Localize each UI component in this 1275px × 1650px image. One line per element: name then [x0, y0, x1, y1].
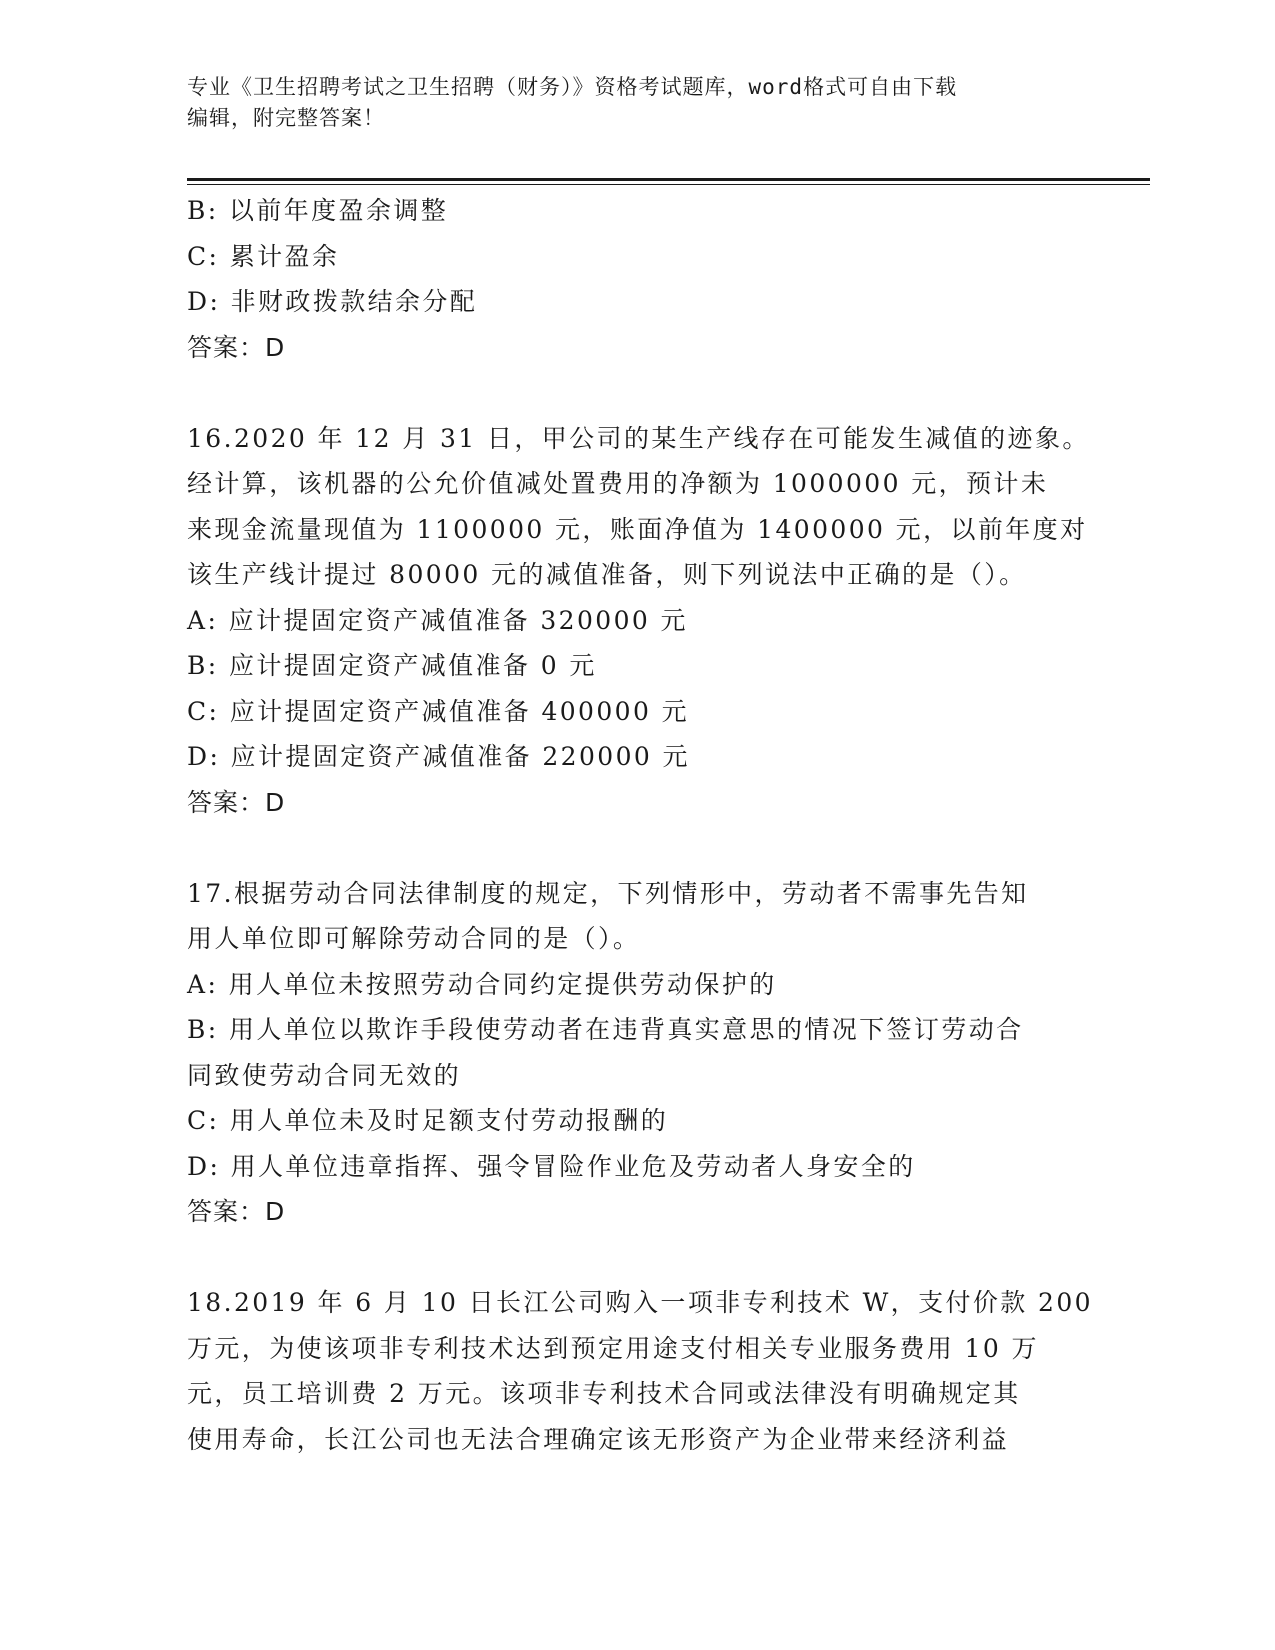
spacer — [187, 1235, 1087, 1281]
question-content — [187, 188, 1093, 1462]
option-c: C: 用人单位未及时足额支付劳动报酬的 — [187, 1106, 669, 1135]
header-line-1: 专业《卫生招聘考试之卫生招聘（财务）》资格考试题库，word格式可自由下载 — [187, 75, 958, 99]
spacer — [187, 370, 1087, 416]
option-d: D: 非财政拨款结余分配 — [187, 287, 478, 316]
option-c: C: 应计提固定资产减值准备 400000 元 — [187, 696, 690, 726]
spacer — [187, 825, 1087, 871]
option-b: B: 用人单位以欺诈手段使劳动者在违背真实意思的情况下签订劳动合 — [187, 1015, 1024, 1044]
answer-line: 答案：D — [187, 787, 286, 817]
question-text-line: 该生产线计提过 80000 元的减值准备，则下列说法中正确的是（）。 — [187, 560, 1027, 589]
question-text-line: 17.根据劳动合同法律制度的规定，下列情形中，劳动者不需事先告知 — [187, 878, 1029, 908]
question-16 — [187, 416, 1090, 826]
option-d: D: 用人单位违章指挥、强令冒险作业危及劳动者人身安全的 — [187, 1151, 916, 1181]
question-text-line: 万元，为使该项非专利技术达到预定用途支付相关专业服务费用 10 万 — [187, 1333, 1039, 1363]
header-divider-thick — [187, 178, 1150, 181]
question-18 — [187, 1280, 1093, 1462]
question-15 — [187, 188, 1087, 370]
option-d: D: 应计提固定资产减值准备 220000 元 — [187, 742, 690, 771]
question-text-line: 来现金流量现值为 1100000 元，账面净值为 1400000 元，以前年度对 — [187, 514, 1088, 544]
header-divider-thin — [187, 184, 1150, 185]
question-text-line: 经计算，该机器的公允价值减处置费用的净额为 1000000 元，预计未 — [187, 469, 1049, 498]
question-text-line: 16.2020 年 12 月 31 日，甲公司的某生产线存在可能发生减值的迹象。 — [187, 423, 1090, 453]
option-a: A: 应计提固定资产减值准备 320000 元 — [187, 605, 688, 635]
option-a: A: 用人单位未按照劳动合同约定提供劳动保护的 — [187, 969, 777, 999]
question-text-line: 用人单位即可解除劳动合同的是（）。 — [187, 924, 641, 953]
answer-line: 答案：D — [187, 1197, 286, 1226]
option-c: C: 累计盈余 — [187, 241, 340, 271]
option-b: B: 以前年度盈余调整 — [187, 196, 449, 225]
page-header — [187, 72, 1067, 134]
question-text-line: 使用寿命，长江公司也无法合理确定该无形资产为企业带来经济利益 — [187, 1424, 1010, 1454]
option-b: B: 应计提固定资产减值准备 0 元 — [187, 651, 597, 680]
question-17 — [187, 871, 1087, 1235]
question-text-line: 18.2019 年 6 月 10 日长江公司购入一项非专利技术 W，支付价款 200 — [187, 1288, 1093, 1317]
option-b-continued: 同致使劳动合同无效的 — [187, 1060, 462, 1090]
question-text-line: 元，员工培训费 2 万元。该项非专利技术合同或法律没有明确规定其 — [187, 1379, 1021, 1408]
answer-line: 答案：D — [187, 332, 286, 362]
header-line-2: 编辑，附完整答案！ — [187, 106, 385, 130]
